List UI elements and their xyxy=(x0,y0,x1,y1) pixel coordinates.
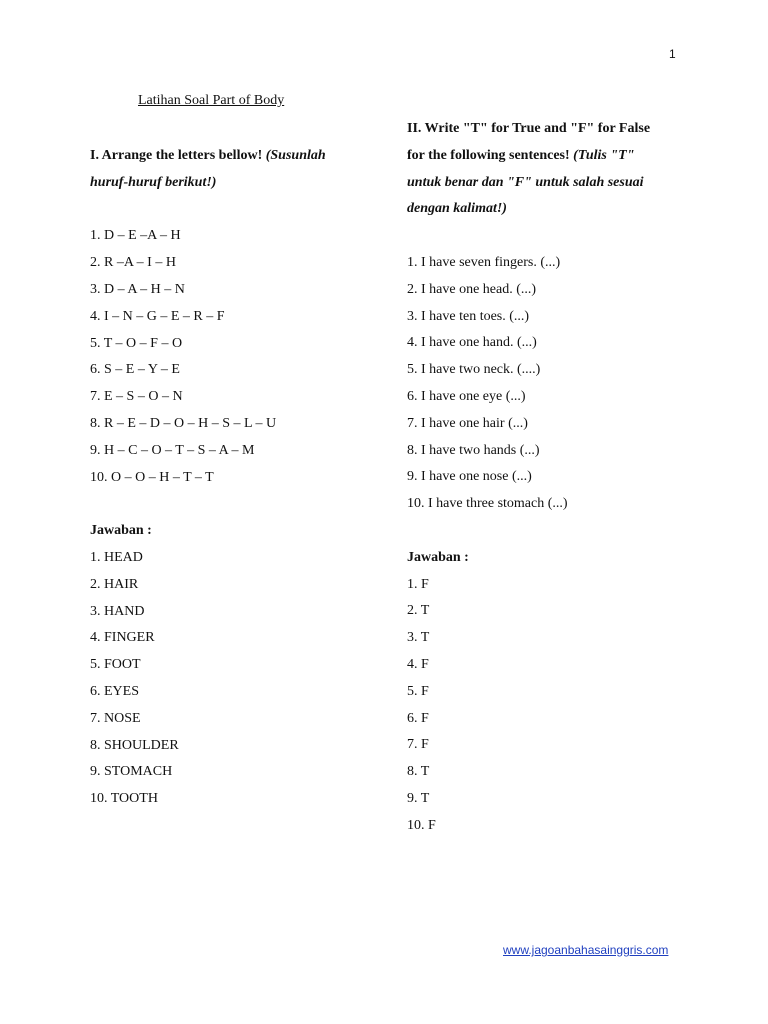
list-item: 2. I have one head. (...) xyxy=(407,281,537,297)
answer-item: 3. HAND xyxy=(90,603,145,619)
answer-item: 10. F xyxy=(407,817,436,833)
list-item: 4. I – N – G – E – R – F xyxy=(90,308,225,324)
section-true-false xyxy=(407,116,707,840)
answer-item: 8. T xyxy=(407,764,430,780)
list-item: 7. E – S – O – N xyxy=(90,389,183,405)
section2-heading-instruction-line2: untuk benar dan "F" untuk salah sesuai xyxy=(407,174,644,190)
list-item: 3. D – A – H – N xyxy=(90,281,185,297)
answer-item: 2. HAIR xyxy=(90,576,139,592)
scramble-list xyxy=(90,223,390,491)
list-item: 6. I have one eye (...) xyxy=(407,388,526,404)
list-item: 6. S – E – Y – E xyxy=(90,362,180,378)
list-item: 1. I have seven fingers. (...) xyxy=(407,254,561,270)
answer-item: 10. TOOTH xyxy=(90,791,158,807)
answer-item: 9. STOMACH xyxy=(90,764,173,780)
page-number: 1 xyxy=(669,47,676,61)
answer-item: 1. HEAD xyxy=(90,549,143,565)
answer-item: 8. SHOULDER xyxy=(90,737,179,753)
website-link[interactable]: www.jagoanbahasainggris.com xyxy=(503,943,669,957)
answer-item: 4. FINGER xyxy=(90,630,155,646)
section1-answer-label: Jawaban : xyxy=(90,523,152,539)
answer-item: 2. T xyxy=(407,603,430,619)
list-item: 5. T – O – F – O xyxy=(90,335,183,351)
list-item: 1. D – E –A – H xyxy=(90,228,181,244)
answer-item: 7. F xyxy=(407,737,429,753)
list-item: 4. I have one hand. (...) xyxy=(407,335,537,351)
answer-item: 3. T xyxy=(407,630,430,646)
answer-list xyxy=(90,545,390,813)
list-item: 5. I have two neck. (....) xyxy=(407,362,541,378)
section1-heading xyxy=(90,143,390,170)
answer-item: 9. T xyxy=(407,790,430,806)
list-item: 2. R –A – I – H xyxy=(90,255,176,271)
section2-answer-label: Jawaban : xyxy=(407,549,469,565)
list-item: 3. I have ten toes. (...) xyxy=(407,308,530,324)
section2-heading-text: for the following sentences! xyxy=(407,147,574,163)
answer-item: 5. FOOT xyxy=(90,657,141,673)
answer-item: 6. F xyxy=(407,710,429,726)
answer-item: 4. F xyxy=(407,656,429,672)
statement-list xyxy=(407,250,707,518)
answer-item: 1. F xyxy=(407,576,429,592)
list-item: 9. H – C – O – T – S – A – M xyxy=(90,442,255,458)
list-item: 9. I have one nose (...) xyxy=(407,469,532,485)
list-item: 10. O – O – H – T – T xyxy=(90,469,214,485)
section-arrange-letters xyxy=(90,143,390,813)
list-item: 8. I have two hands (...) xyxy=(407,442,540,458)
section2-heading-instruction-line3: dengan kalimat!) xyxy=(407,201,507,217)
list-item: 10. I have three stomach (...) xyxy=(407,496,568,512)
answer-list xyxy=(407,572,707,840)
section2-heading-instruction: (Tulis "T" xyxy=(573,147,635,163)
section2-heading: II. Write "T" for True and "F" for False xyxy=(407,121,651,136)
section2-heading-cont xyxy=(407,143,707,170)
list-item: 8. R – E – D – O – H – S – L – U xyxy=(90,415,277,431)
answer-item: 6. EYES xyxy=(90,683,139,699)
list-item: 7. I have one hair (...) xyxy=(407,415,528,431)
section1-heading-text: I. Arrange the letters bellow! xyxy=(90,148,266,163)
answer-item: 5. F xyxy=(407,683,429,699)
section1-heading-instruction-cont: huruf-huruf berikut!) xyxy=(90,174,217,190)
page-title: Latihan Soal Part of Body xyxy=(138,93,285,108)
answer-item: 7. NOSE xyxy=(90,710,141,726)
section1-heading-instruction: (Susunlah xyxy=(265,148,326,163)
